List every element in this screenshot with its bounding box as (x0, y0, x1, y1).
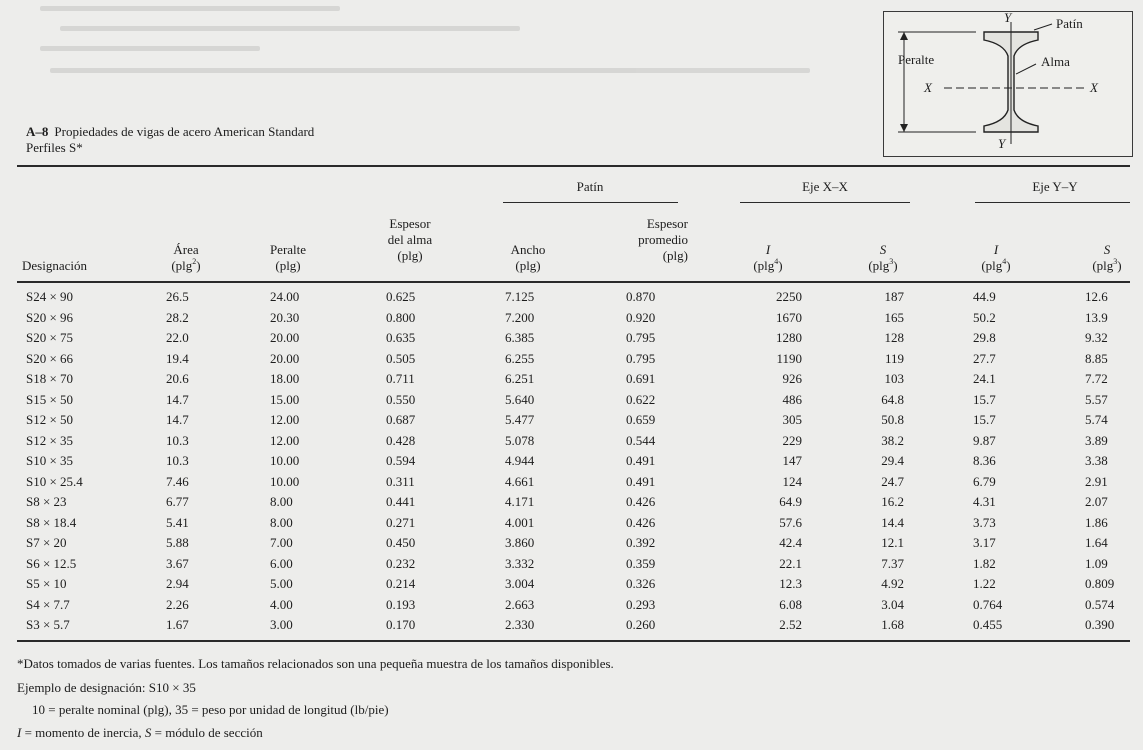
cell-sy: 12.6 (1085, 289, 1108, 304)
cell-web: 0.214 (386, 576, 416, 591)
cell-avg: 0.326 (626, 576, 656, 591)
cell-ix: 305 (782, 412, 802, 427)
cell-designation: S3 × 5.7 (26, 617, 70, 632)
col-header-depth-unit: (plg) (275, 258, 301, 273)
cell-avg: 0.491 (626, 453, 656, 468)
cell-sx: 16.2 (881, 494, 904, 509)
col-header-iy-unit: (plg (981, 258, 1003, 273)
cell-sx: 50.8 (881, 412, 904, 427)
diagram-flange-label: Patín (1056, 16, 1083, 31)
cell-width: 2.663 (505, 597, 535, 612)
col-header-iy-text: I (993, 242, 999, 257)
cell-width: 6.385 (505, 330, 535, 345)
cell-area: 22.0 (166, 330, 189, 345)
cell-sx: 64.8 (881, 392, 904, 407)
footnote-example: Ejemplo de designación: S10 × 35 (17, 680, 196, 695)
cell-sx: 103 (884, 371, 904, 386)
cell-width: 4.944 (505, 453, 535, 468)
cell-iy: 8.36 (973, 453, 996, 468)
cell-width: 3.004 (505, 576, 535, 591)
col-header-sy-unit: (plg (1092, 258, 1114, 273)
cell-width: 3.332 (505, 556, 535, 571)
cell-ix: 57.6 (779, 515, 802, 530)
cell-ix: 2.52 (779, 617, 802, 632)
col-header-sx-unit: (plg (868, 258, 890, 273)
cell-iy: 50.2 (973, 310, 996, 325)
cell-area: 5.41 (166, 515, 189, 530)
cell-avg: 0.392 (626, 535, 656, 550)
cell-sx: 1.68 (881, 617, 904, 632)
cell-depth: 4.00 (270, 597, 293, 612)
cell-width: 5.477 (505, 412, 535, 427)
col-header-avg-thickness (598, 216, 688, 264)
cell-depth: 3.00 (270, 617, 293, 632)
cell-sy: 1.86 (1085, 515, 1108, 530)
col-header-sx-text: S (879, 242, 887, 257)
table-top-rule (17, 165, 1130, 167)
cell-web: 0.711 (386, 371, 415, 386)
cell-web: 0.625 (386, 289, 416, 304)
cell-designation: S12 × 35 (26, 433, 74, 448)
cell-depth: 8.00 (270, 494, 293, 509)
header-bottom-rule (17, 281, 1130, 283)
cell-sx: 4.92 (881, 576, 904, 591)
cell-depth: 20.00 (270, 351, 300, 366)
cell-web: 0.441 (386, 494, 416, 509)
cell-ix: 1670 (776, 310, 802, 325)
col-header-designation-text: Designación (22, 258, 87, 273)
cell-depth: 24.00 (270, 289, 300, 304)
cell-sy: 0.574 (1085, 597, 1115, 612)
cell-area: 2.26 (166, 597, 189, 612)
cell-web: 0.193 (386, 597, 416, 612)
diagram-x-left-label: X (924, 80, 932, 95)
col-header-designation (22, 258, 142, 274)
cell-designation: S15 × 50 (26, 392, 74, 407)
cell-area: 10.3 (166, 453, 189, 468)
cell-sy: 2.07 (1085, 494, 1108, 509)
cell-sy: 5.74 (1085, 412, 1108, 427)
cell-web: 0.170 (386, 617, 416, 632)
col-header-area: Área (plg$^2$) (146, 242, 226, 274)
cell-iy: 3.73 (973, 515, 996, 530)
cell-depth: 6.00 (270, 556, 293, 571)
col-header-avg-line1: Espesor (646, 216, 688, 231)
cell-sx: 12.1 (881, 535, 904, 550)
table-title: Propiedades de vigas de acero American Standard (54, 124, 315, 139)
col-header-web-unit: (plg) (397, 248, 423, 263)
cell-web: 0.505 (386, 351, 416, 366)
cell-width: 4.661 (505, 474, 535, 489)
cell-width: 6.255 (505, 351, 535, 366)
cell-sy: 0.809 (1085, 576, 1115, 591)
cell-ix: 22.1 (779, 556, 802, 571)
cell-ix: 124 (782, 474, 802, 489)
cell-sx: 128 (884, 330, 904, 345)
cell-width: 3.860 (505, 535, 535, 550)
col-header-avg-unit: (plg) (662, 248, 688, 263)
cell-iy: 15.7 (973, 412, 996, 427)
col-header-web-line1: Espesor (389, 216, 431, 231)
cell-area: 14.7 (166, 412, 189, 427)
col-header-ix-unit: (plg (753, 258, 775, 273)
flange-group-rule (503, 202, 678, 203)
cell-ix: 2250 (776, 289, 802, 304)
table-subtitle: Perfiles S* (26, 140, 83, 155)
cell-depth: 20.00 (270, 330, 300, 345)
cell-avg: 0.293 (626, 597, 656, 612)
footnote-legend (17, 725, 263, 741)
cell-web: 0.450 (386, 535, 416, 550)
cell-sy: 8.85 (1085, 351, 1108, 366)
cell-sy: 3.38 (1085, 453, 1108, 468)
cell-ix: 12.3 (779, 576, 802, 591)
cell-designation: S8 × 18.4 (26, 515, 77, 530)
cell-designation: S10 × 35 (26, 453, 74, 468)
col-header-width (488, 242, 568, 274)
cell-designation: S7 × 20 (26, 535, 67, 550)
cell-sy: 9.32 (1085, 330, 1108, 345)
cell-designation: S20 × 96 (26, 310, 74, 325)
cell-ix: 6.08 (779, 597, 802, 612)
cell-ix: 1190 (776, 351, 802, 366)
cell-web: 0.428 (386, 433, 416, 448)
cell-area: 1.67 (166, 617, 189, 632)
table-number: A–8 (26, 124, 49, 139)
cell-depth: 8.00 (270, 515, 293, 530)
col-header-area-unit: (plg (171, 258, 193, 273)
cell-ix: 926 (782, 371, 802, 386)
cell-web: 0.311 (386, 474, 415, 489)
cell-depth: 5.00 (270, 576, 293, 591)
cell-sy: 13.9 (1085, 310, 1108, 325)
cell-web: 0.594 (386, 453, 416, 468)
cell-width: 7.125 (505, 289, 535, 304)
cell-ix: 64.9 (779, 494, 802, 509)
group-header-axis-x (760, 179, 890, 195)
cell-area: 10.3 (166, 433, 189, 448)
cell-avg: 0.920 (626, 310, 656, 325)
cell-web: 0.800 (386, 310, 416, 325)
diagram-y-top-label: Y (1004, 10, 1012, 25)
cell-sx: 14.4 (881, 515, 904, 530)
cell-iy: 24.1 (973, 371, 996, 386)
cell-iy: 29.8 (973, 330, 996, 345)
cell-depth: 10.00 (270, 474, 300, 489)
cell-iy: 1.82 (973, 556, 996, 571)
col-header-sy-text: S (1103, 242, 1111, 257)
bleed-through-text (40, 0, 860, 100)
cell-width: 5.078 (505, 433, 535, 448)
cell-sy: 1.64 (1085, 535, 1108, 550)
cell-area: 19.4 (166, 351, 189, 366)
cell-avg: 0.870 (626, 289, 656, 304)
col-header-width-unit: (plg) (515, 258, 541, 273)
cell-sy: 7.72 (1085, 371, 1108, 386)
legend-s-symbol: S (144, 725, 152, 740)
legend-s-text: = módulo de sección (151, 725, 263, 740)
cell-sy: 3.89 (1085, 433, 1108, 448)
cell-sx: 24.7 (881, 474, 904, 489)
cell-sy: 1.09 (1085, 556, 1108, 571)
cell-avg: 0.426 (626, 515, 656, 530)
diagram-y-bottom-label: Y (998, 136, 1006, 151)
cell-iy: 4.31 (973, 494, 996, 509)
cell-designation: S20 × 66 (26, 351, 74, 366)
col-header-depth (248, 242, 328, 274)
cell-ix: 1280 (776, 330, 802, 345)
cell-sx: 165 (884, 310, 904, 325)
cell-iy: 27.7 (973, 351, 996, 366)
group-header-axis-y (1000, 179, 1110, 195)
cell-width: 5.640 (505, 392, 535, 407)
cell-area: 6.77 (166, 494, 189, 509)
cell-web: 0.635 (386, 330, 416, 345)
col-header-ix: I (plg$^4$) (740, 242, 796, 274)
col-header-width-text: Ancho (510, 242, 546, 257)
cell-avg: 0.659 (626, 412, 656, 427)
cell-iy: 3.17 (973, 535, 996, 550)
cell-sx: 119 (884, 351, 904, 366)
cell-depth: 10.00 (270, 453, 300, 468)
legend-i-text: = momento de inercia, (21, 725, 145, 740)
footnote-example-detail: 10 = peralte nominal (plg), 35 = peso por unidad de longitud (lb/pie) (32, 702, 389, 717)
cell-area: 26.5 (166, 289, 189, 304)
cell-avg: 0.544 (626, 433, 656, 448)
cell-designation: S12 × 50 (26, 412, 74, 427)
cell-sx: 187 (884, 289, 904, 304)
col-header-ix-text: I (765, 242, 771, 257)
cell-sy: 5.57 (1085, 392, 1108, 407)
table-caption (26, 124, 314, 156)
cell-area: 14.7 (166, 392, 189, 407)
cell-avg: 0.795 (626, 351, 656, 366)
cell-area: 20.6 (166, 371, 189, 386)
cell-avg: 0.795 (626, 330, 656, 345)
cell-avg: 0.359 (626, 556, 656, 571)
col-header-depth-text: Peralte (269, 242, 307, 257)
cell-sx: 38.2 (881, 433, 904, 448)
cell-avg: 0.426 (626, 494, 656, 509)
cell-depth: 7.00 (270, 535, 293, 550)
cell-avg: 0.260 (626, 617, 656, 632)
cell-web: 0.271 (386, 515, 416, 530)
cell-width: 6.251 (505, 371, 535, 386)
cell-sx: 29.4 (881, 453, 904, 468)
cell-iy: 0.764 (973, 597, 1003, 612)
cell-ix: 229 (782, 433, 802, 448)
group-header-flange: Patín (576, 179, 604, 194)
cell-iy: 1.22 (973, 576, 996, 591)
col-header-web (365, 216, 455, 264)
table-bottom-rule (17, 640, 1130, 642)
col-header-avg-line2: promedio (638, 232, 688, 247)
group-header-axis-x-text: Eje X–X (802, 179, 848, 194)
col-header-sx: S (plg$^3$) (856, 242, 910, 274)
cell-sx: 3.04 (881, 597, 904, 612)
cell-web: 0.550 (386, 392, 416, 407)
cell-depth: 18.00 (270, 371, 300, 386)
axis-x-group-rule (740, 202, 910, 203)
cell-ix: 486 (782, 392, 802, 407)
cell-avg: 0.491 (626, 474, 656, 489)
cell-area: 2.94 (166, 576, 189, 591)
cell-designation: S24 × 90 (26, 289, 74, 304)
cell-web: 0.687 (386, 412, 416, 427)
cell-iy: 0.455 (973, 617, 1003, 632)
col-header-iy: I (plg$^4$) (968, 242, 1024, 274)
footnote-source: *Datos tomados de varias fuentes. Los tamaños relacionados son una pequeña muestra de los tamaños disponibles. (17, 656, 614, 671)
cell-designation: S20 × 75 (26, 330, 74, 345)
cell-web: 0.232 (386, 556, 416, 571)
cell-depth: 15.00 (270, 392, 300, 407)
cell-area: 3.67 (166, 556, 189, 571)
cell-ix: 147 (782, 453, 802, 468)
cell-area: 5.88 (166, 535, 189, 550)
axis-y-group-rule (975, 202, 1130, 203)
cell-sx: 7.37 (881, 556, 904, 571)
cell-designation: S6 × 12.5 (26, 556, 77, 571)
cell-designation: S4 × 7.7 (26, 597, 70, 612)
diagram-x-right-label: X (1090, 80, 1098, 95)
cell-designation: S18 × 70 (26, 371, 74, 386)
cell-width: 4.001 (505, 515, 535, 530)
cell-designation: S8 × 23 (26, 494, 67, 509)
cell-width: 7.200 (505, 310, 535, 325)
col-header-sy: S (plg$^3$) (1080, 242, 1134, 274)
diagram-depth-label: Peralte (898, 52, 935, 67)
cell-iy: 9.87 (973, 433, 996, 448)
cell-designation: S5 × 10 (26, 576, 67, 591)
cell-iy: 44.9 (973, 289, 996, 304)
beam-section-diagram (883, 11, 1133, 157)
cell-sy: 0.390 (1085, 617, 1115, 632)
cell-area: 28.2 (166, 310, 189, 325)
cell-depth: 20.30 (270, 310, 300, 325)
cell-depth: 12.00 (270, 412, 300, 427)
col-header-area-text: Área (173, 242, 199, 257)
cell-width: 4.171 (505, 494, 535, 509)
cell-avg: 0.691 (626, 371, 656, 386)
cell-designation: S10 × 25.4 (26, 474, 83, 489)
cell-avg: 0.622 (626, 392, 656, 407)
cell-iy: 6.79 (973, 474, 996, 489)
cell-width: 2.330 (505, 617, 535, 632)
cell-iy: 15.7 (973, 392, 996, 407)
cell-sy: 2.91 (1085, 474, 1108, 489)
cell-depth: 12.00 (270, 433, 300, 448)
diagram-web-label: Alma (1041, 54, 1070, 69)
cell-area: 7.46 (166, 474, 189, 489)
col-header-web-line2: del alma (387, 232, 433, 247)
cell-ix: 42.4 (779, 535, 802, 550)
legend-i-symbol: I (17, 725, 22, 740)
group-header-axis-y-text: Eje Y–Y (1032, 179, 1078, 194)
